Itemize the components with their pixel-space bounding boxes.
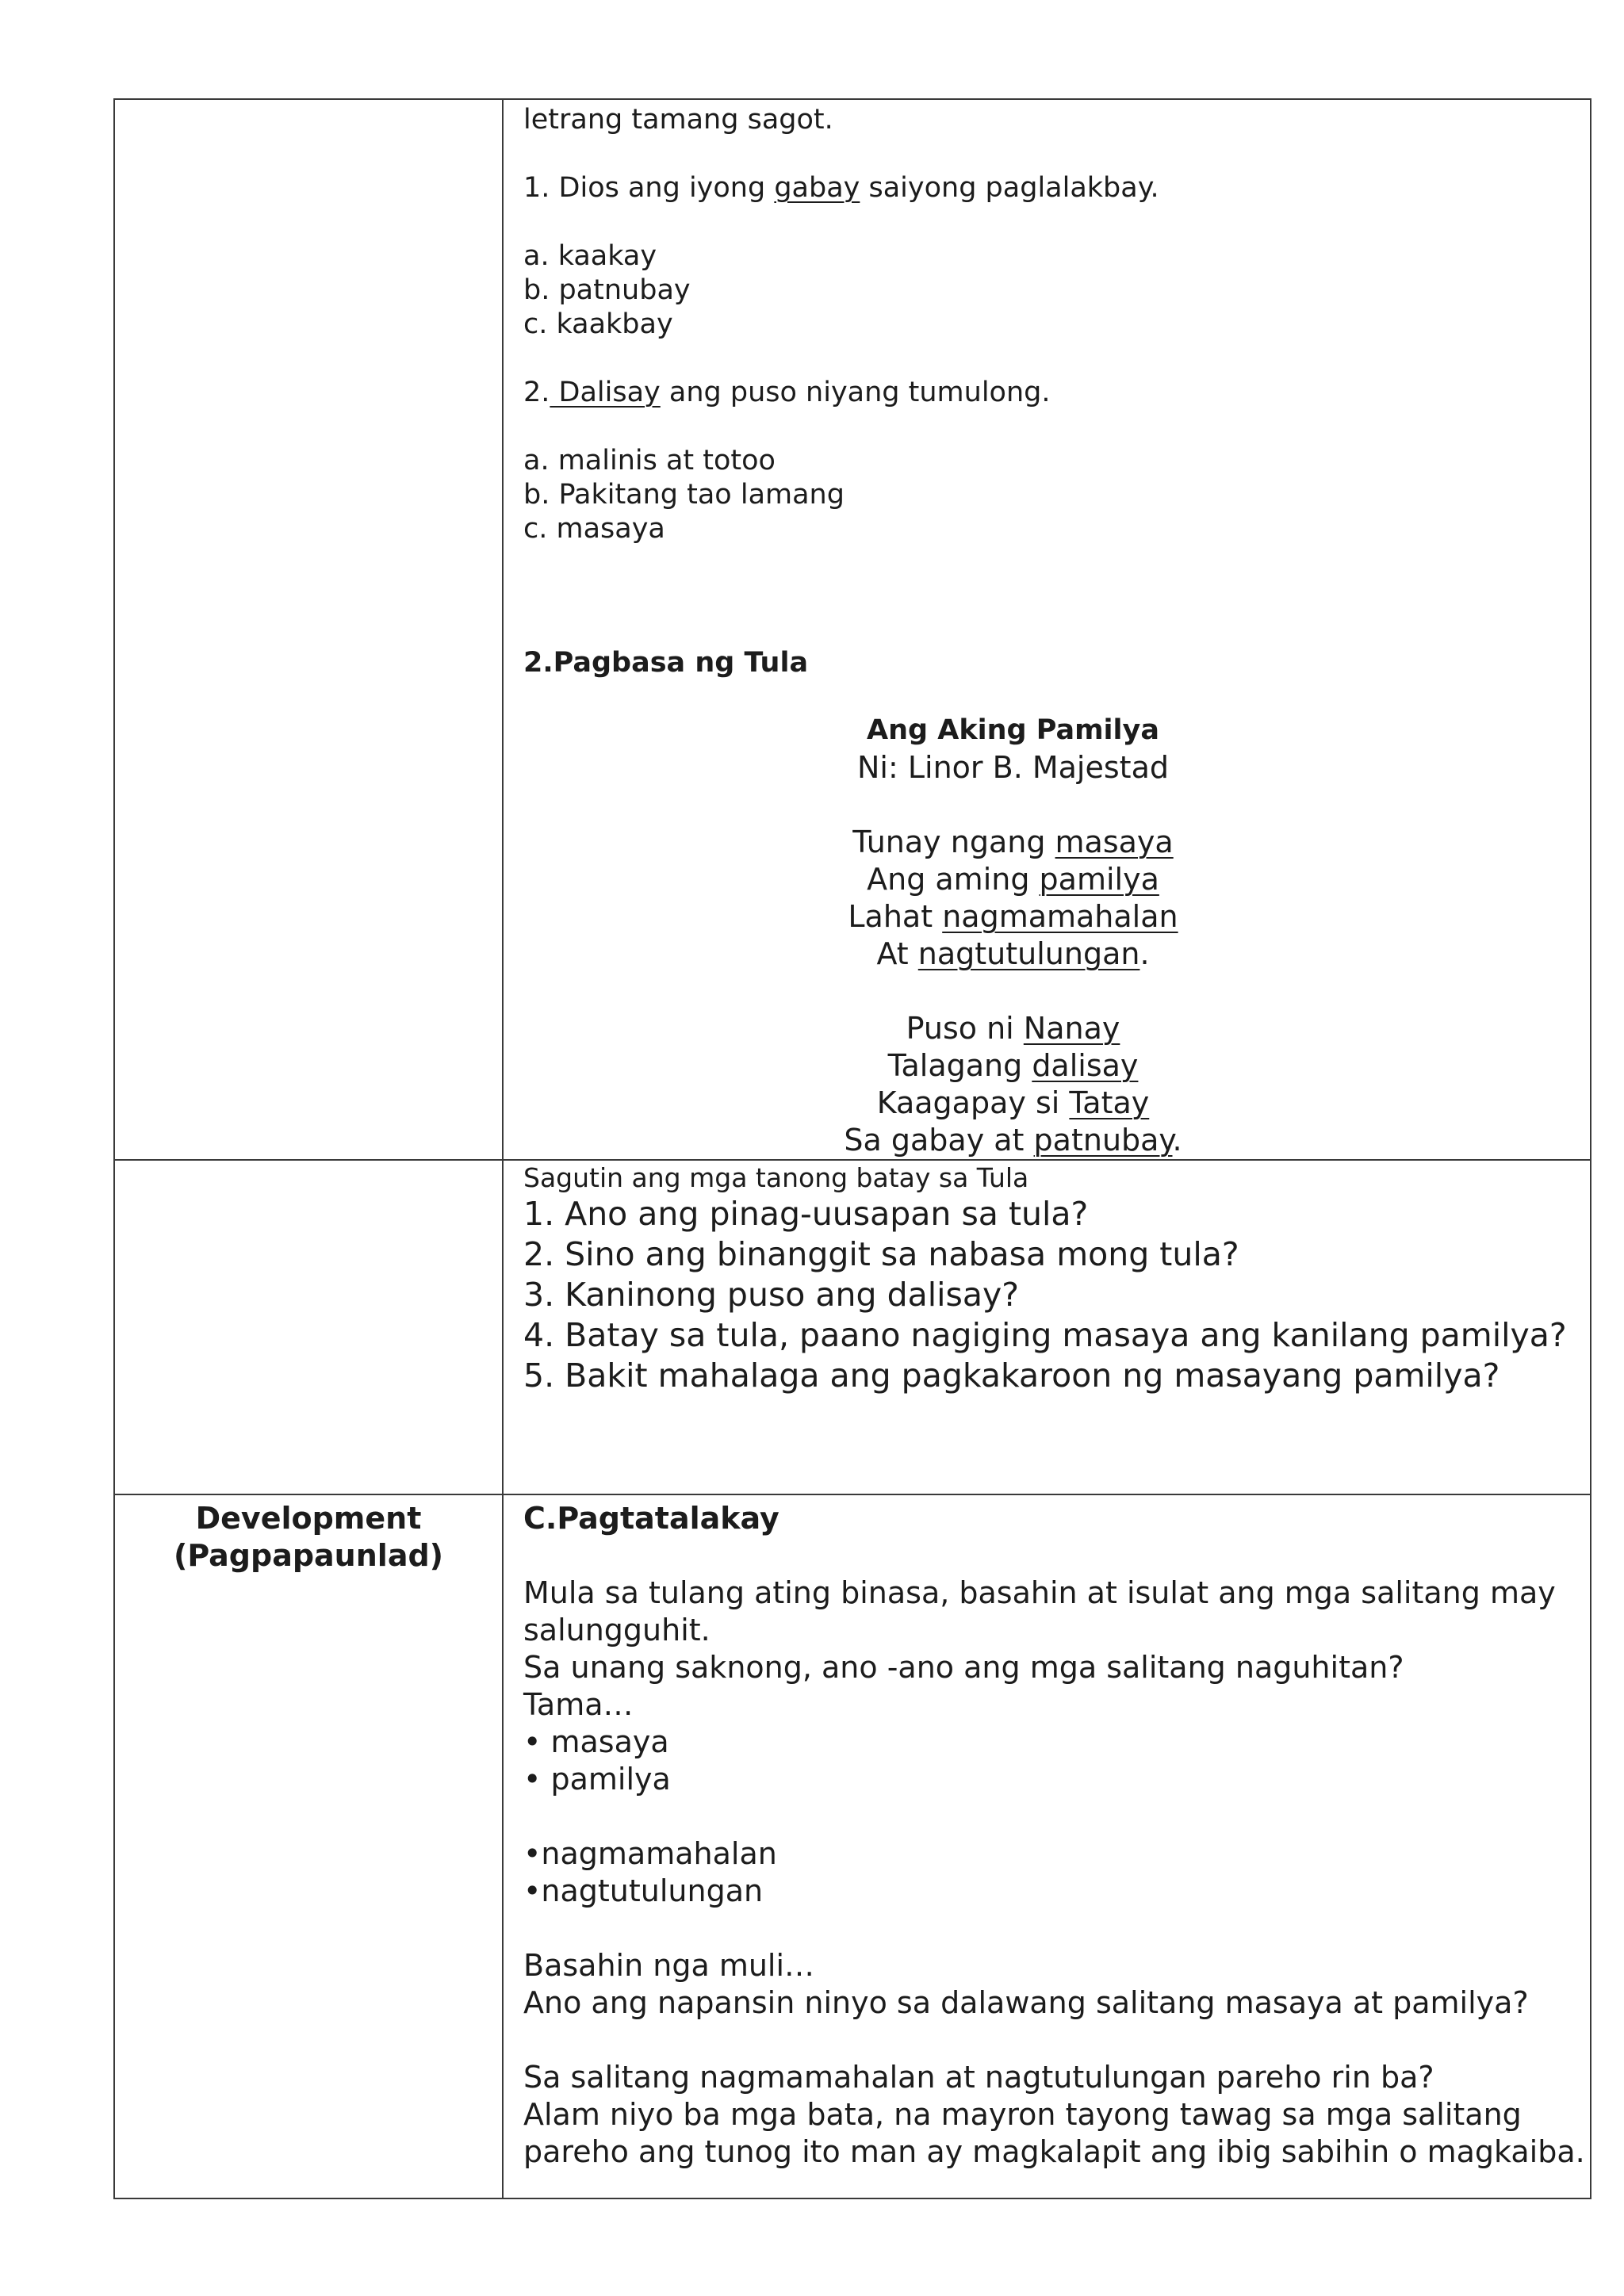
- poem-line: [523, 1047, 1503, 1085]
- poem-text: Sa gabay at: [844, 1123, 1034, 1158]
- vocab-word-gabay: gabay: [774, 172, 860, 204]
- vocab-item-1: [523, 171, 1590, 205]
- poem-underlined-word: pamilya: [1039, 862, 1159, 897]
- poem-text: Lahat: [848, 899, 943, 934]
- discussion-para-8: pareho ang tunog ito man ay magkalapit ang ibig sabihin o magkaiba.: [523, 2134, 1585, 2169]
- choice-2c: c. masaya: [523, 513, 665, 545]
- development-label-cell: [114, 1494, 503, 2198]
- choice-1c: c. kaakbay: [523, 308, 673, 340]
- choice-2a: a. malinis at totoo: [523, 445, 776, 476]
- discussion-para-7: Alam niyo ba mga bata, na mayron tayong tawag sa mga salitang: [523, 2097, 1522, 2132]
- poem-title: Ang Aking Pamilya: [867, 714, 1159, 746]
- poem-underlined-word: masaya: [1055, 825, 1174, 859]
- poem-text: Tunay ngang: [852, 825, 1055, 859]
- poem-underlined-word: Nanay: [1023, 1011, 1120, 1046]
- literacy-skills-content-cell: [503, 99, 1591, 1160]
- section-title-pagbasa: 2.Pagbasa ng Tula: [523, 647, 809, 679]
- poem-line: [523, 1122, 1503, 1159]
- vocab-item-1-rest: saiyong paglalakbay.: [860, 172, 1159, 204]
- poem-text: At: [876, 936, 918, 971]
- development-heading: Development: [195, 1501, 422, 1536]
- poem-text: Kaagapay si: [876, 1085, 1070, 1120]
- poem-text: Puso ni: [906, 1011, 1024, 1046]
- poem-text: .: [1139, 936, 1150, 971]
- poem-underlined-word: patnubay: [1033, 1123, 1173, 1158]
- poem-underlined-word: dalisay: [1032, 1048, 1139, 1083]
- choice-1a: a. kaakay: [523, 240, 657, 272]
- poem-underlined-word: Tatay: [1069, 1085, 1150, 1120]
- development-content-cell: [503, 1494, 1591, 2198]
- bullet-nagtutulungan: •nagtutulungan: [523, 1873, 764, 1908]
- discussion-para-1a: Mula sa tulang ating binasa, basahin at isulat ang mga salitang may: [523, 1575, 1556, 1610]
- poem-author: Ni: Linor B. Majestad: [857, 750, 1169, 785]
- vocab-word-dalisay: Dalisay: [550, 377, 661, 408]
- vocab-item-2: [523, 376, 1590, 410]
- poem-underlined-word: nagmamahalan: [942, 899, 1178, 934]
- literacy-skills-row: [114, 99, 1591, 1160]
- intro-text: letrang tamang sagot.: [523, 104, 833, 136]
- choice-2b: b. Pakitang tao lamang: [523, 479, 845, 511]
- discussion-para-3: Tama…: [523, 1687, 634, 1722]
- poem-underlined-word: nagtutulungan: [917, 936, 1140, 971]
- vocab-item-2-num: 2.: [523, 377, 550, 408]
- poem-text: .: [1172, 1123, 1182, 1158]
- question-1: 1. Ano ang pinag-uusapan sa tula?: [523, 1195, 1089, 1233]
- discussion-para-5: Ano ang napansin ninyo sa dalawang salitang masaya at pamilya?: [523, 1985, 1529, 2020]
- development-label: [115, 1495, 502, 1575]
- discussion-para-1b: salungguhit.: [523, 1613, 710, 1647]
- discussion-para-4: Basahin nga muli…: [523, 1948, 815, 1983]
- pagtatalakay-title: C.Pagtatalakay: [523, 1501, 779, 1536]
- poem-text: Talagang: [887, 1048, 1032, 1083]
- question-2: 2. Sino ang binanggit sa nabasa mong tula?: [523, 1235, 1239, 1273]
- poem-text: Ang aming: [867, 862, 1040, 897]
- choice-1b: b. patnubay: [523, 274, 691, 306]
- lesson-plan-table: [113, 98, 1591, 2199]
- poem-line: [523, 1010, 1503, 1047]
- poem-line: [523, 824, 1503, 861]
- question-5: 5. Bakit mahalaga ang pagkakaroon ng masayang pamilya?: [523, 1357, 1500, 1395]
- poem: [523, 712, 1590, 1159]
- poem-line: [523, 936, 1503, 973]
- esp-integration-row: [114, 1160, 1591, 1494]
- questions-intro: Sagutin ang mga tanong batay sa Tula: [523, 1162, 1029, 1193]
- bullet-nagmamahalan: •nagmamahalan: [523, 1836, 777, 1871]
- bullet-masaya: • masaya: [523, 1724, 669, 1759]
- esp-integration-content-cell: [503, 1160, 1591, 1494]
- poem-line: [523, 898, 1503, 936]
- question-4: 4. Batay sa tula, paano nagiging masaya ang kanilang pamilya?: [523, 1316, 1567, 1354]
- vocab-item-1-text: 1. Dios ang iyong: [523, 172, 775, 204]
- vocab-item-2-rest: ang puso niyang tumulong.: [660, 377, 1051, 408]
- poem-line: [523, 861, 1503, 898]
- bullet-pamilya: • pamilya: [523, 1762, 671, 1797]
- question-3: 3. Kaninong puso ang dalisay?: [523, 1276, 1020, 1314]
- pagpapaunlad-heading: (Pagpapaunlad): [173, 1538, 444, 1573]
- esp-integration-label-cell: [114, 1160, 503, 1494]
- discussion-para-2: Sa unang saknong, ano -ano ang mga salitang naguhitan?: [523, 1650, 1404, 1685]
- poem-line: [523, 1085, 1503, 1122]
- literacy-skills-label-cell: [114, 99, 503, 1160]
- development-row: [114, 1494, 1591, 2198]
- discussion-para-6: Sa salitang nagmamahalan at nagtutulungan pareho rin ba?: [523, 2060, 1434, 2095]
